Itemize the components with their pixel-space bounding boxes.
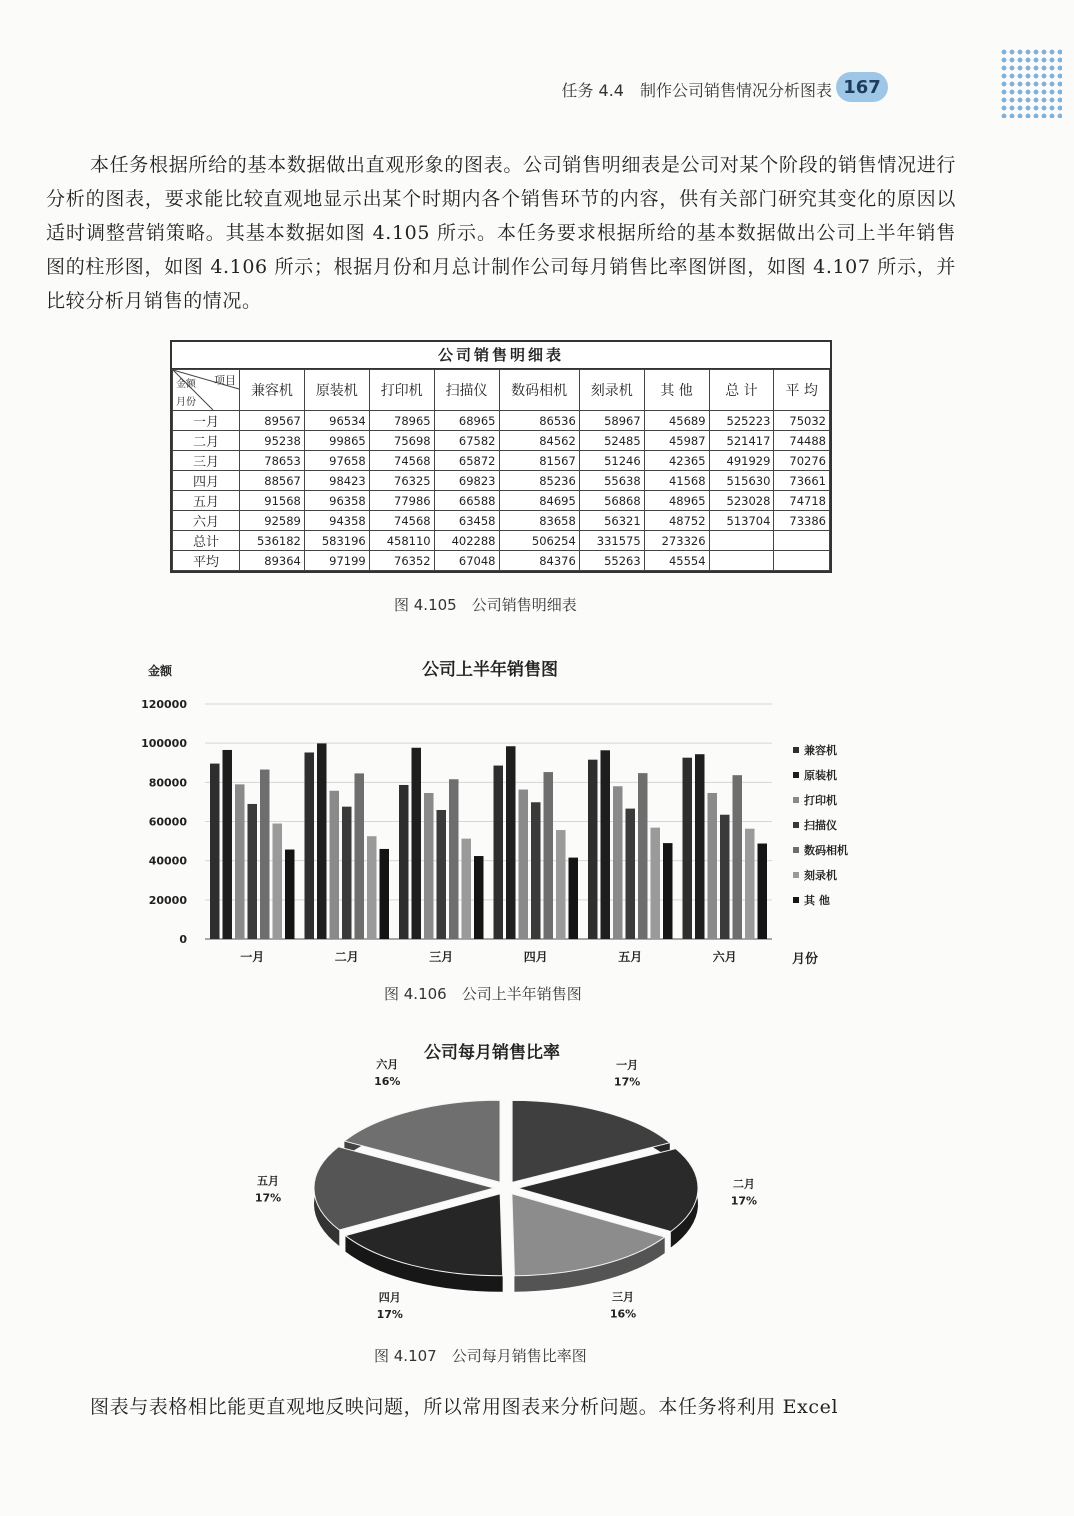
- table-cell: 84695: [499, 491, 579, 511]
- table-cell: 96358: [304, 491, 369, 511]
- pie-chart: [254, 1035, 758, 1345]
- table-cell: 89364: [240, 551, 305, 571]
- x-tick-label: 五月: [618, 950, 643, 964]
- table-cell: 513704: [709, 511, 774, 531]
- table-cell: 402288: [434, 531, 499, 551]
- table-cell: 88567: [240, 471, 305, 491]
- figure-caption-106: 图 4.106 公司上半年销售图: [384, 985, 582, 1003]
- table-cell: [709, 531, 774, 551]
- closing-paragraph: 图表与表格相比能更直观地反映问题，所以常用图表来分析问题。本任务将利用 Excel: [90, 1396, 839, 1418]
- table-cell: 45987: [644, 431, 709, 451]
- x-tick-label: 二月: [334, 950, 359, 964]
- legend-swatch: [793, 847, 799, 853]
- pie-percent-label: 17%: [254, 1191, 282, 1205]
- table-cell: 76325: [369, 471, 434, 491]
- table-cell: [709, 551, 774, 571]
- table-cell: 98423: [304, 471, 369, 491]
- bar: [695, 754, 705, 939]
- column-header: 刻录机: [579, 370, 644, 411]
- legend-swatch: [793, 747, 799, 753]
- bar-chart: [130, 655, 870, 975]
- column-header: 总 计: [709, 370, 774, 411]
- table-row: [173, 491, 830, 511]
- x-tick-label: 四月: [523, 950, 548, 964]
- figure-caption-107: 图 4.107 公司每月销售比率图: [374, 1347, 587, 1365]
- table-cell: 41568: [644, 471, 709, 491]
- legend-label: 原装机: [804, 769, 837, 782]
- table-cell: 536182: [240, 531, 305, 551]
- x-tick-label: 六月: [712, 950, 737, 964]
- table-row: [173, 451, 830, 471]
- bar: [330, 791, 340, 939]
- decorative-dot-pattern: [1000, 48, 1062, 118]
- table-cell: 273326: [644, 531, 709, 551]
- pie-percent-label: 17%: [376, 1307, 403, 1321]
- column-header: 兼容机: [240, 370, 305, 411]
- bar: [745, 829, 755, 939]
- row-label: 二月: [173, 431, 240, 451]
- bar: [651, 828, 661, 939]
- row-label: 三月: [173, 451, 240, 471]
- table-cell: 77986: [369, 491, 434, 511]
- table-body: [173, 411, 830, 571]
- bar: [424, 793, 434, 939]
- row-label: 总计: [173, 531, 240, 551]
- y-axis-label: 金额: [148, 664, 173, 678]
- row-label: 六月: [173, 511, 240, 531]
- y-tick-label: 40000: [148, 854, 187, 868]
- corner-label-amount: 金额: [176, 379, 196, 390]
- legend-label: 兼容机: [804, 744, 837, 757]
- bar: [720, 815, 730, 939]
- bar: [342, 807, 352, 939]
- table-cell: 521417: [709, 431, 774, 451]
- table-cell: 74568: [369, 451, 434, 471]
- bar: [544, 772, 554, 939]
- table-cell: 69823: [434, 471, 499, 491]
- bar: [758, 844, 768, 939]
- y-tick-label: 0: [179, 933, 187, 946]
- legend-swatch: [793, 772, 799, 778]
- y-tick-label: 120000: [141, 698, 187, 711]
- y-tick-label: 100000: [141, 737, 187, 751]
- table-cell: 97658: [304, 451, 369, 471]
- bar: [355, 773, 365, 939]
- table-cell: 67582: [434, 431, 499, 451]
- pie-category-label: 二月: [732, 1177, 755, 1191]
- pie-category-label: 五月: [257, 1174, 280, 1188]
- table-cell: 515630: [709, 471, 774, 491]
- corner-label-month: 月份: [176, 397, 196, 408]
- y-tick-label: 80000: [148, 776, 187, 790]
- table-cell: 42365: [644, 451, 709, 471]
- column-header: 其 他: [644, 370, 709, 411]
- bar: [248, 804, 258, 939]
- table-cell: 583196: [304, 531, 369, 551]
- bar: [569, 858, 579, 939]
- bar: [367, 836, 377, 939]
- legend-swatch: [793, 822, 799, 828]
- table-cell: 75698: [369, 431, 434, 451]
- table-cell: 45689: [644, 411, 709, 431]
- legend-swatch: [793, 872, 799, 878]
- table-cell: 458110: [369, 531, 434, 551]
- page-number: 167: [836, 72, 888, 102]
- column-header: 打印机: [369, 370, 434, 411]
- x-axis-label: 月份: [792, 952, 819, 967]
- bar: [437, 810, 447, 939]
- column-header: 原装机: [304, 370, 369, 411]
- x-tick-label: 一月: [240, 950, 265, 964]
- table-cell: 56321: [579, 511, 644, 531]
- bar: [613, 786, 623, 939]
- table-cell: 97199: [304, 551, 369, 571]
- legend-swatch: [793, 897, 799, 903]
- table-cell: 86536: [499, 411, 579, 431]
- table-cell: 78965: [369, 411, 434, 431]
- chart-title: 公司每月销售比率: [424, 1043, 560, 1063]
- table-cell: 48965: [644, 491, 709, 511]
- table-cell: 55263: [579, 551, 644, 571]
- row-label: 平均: [173, 551, 240, 571]
- table-cell: 91568: [240, 491, 305, 511]
- table-cell: 76352: [369, 551, 434, 571]
- section-title: 任务 4.4 制作公司销售情况分析图表: [561, 81, 832, 100]
- table-cell: 56868: [579, 491, 644, 511]
- table-title: 公司销售明细表: [172, 342, 830, 369]
- bar: [474, 856, 484, 939]
- pie-percent-label: 17%: [613, 1075, 641, 1089]
- table-row: [173, 411, 830, 431]
- row-label: 五月: [173, 491, 240, 511]
- table-cell: 48752: [644, 511, 709, 531]
- table-cell: 81567: [499, 451, 579, 471]
- table-cell: 66588: [434, 491, 499, 511]
- pie-category-label: 四月: [378, 1290, 401, 1304]
- table-row: [173, 471, 830, 491]
- table-cell: 55638: [579, 471, 644, 491]
- pie-category-label: 三月: [612, 1290, 635, 1304]
- table-cell: 65872: [434, 451, 499, 471]
- bar: [588, 760, 598, 939]
- corner-label-item: 项目: [214, 374, 236, 387]
- table-cell: 523028: [709, 491, 774, 511]
- table-cell: 74718: [774, 491, 830, 511]
- bar: [380, 849, 390, 939]
- column-header: 数码相机: [499, 370, 579, 411]
- bar: [556, 830, 566, 939]
- column-header: 扫描仪: [434, 370, 499, 411]
- table-row: [173, 531, 830, 551]
- bar: [601, 750, 611, 939]
- table-cell: [774, 531, 830, 551]
- bar: [273, 824, 283, 939]
- bar: [506, 746, 516, 939]
- row-label: 一月: [173, 411, 240, 431]
- bar: [663, 843, 673, 939]
- table-cell: 525223: [709, 411, 774, 431]
- pie-percent-label: 17%: [730, 1194, 758, 1208]
- legend-label: 刻录机: [804, 869, 837, 882]
- page-header: [561, 72, 950, 108]
- table-grid: [172, 369, 830, 571]
- bar: [235, 784, 245, 939]
- legend-label: 扫描仪: [804, 819, 837, 832]
- y-tick-label: 20000: [148, 893, 187, 907]
- bar: [305, 752, 315, 939]
- table-cell: 331575: [579, 531, 644, 551]
- pie-category-label: 六月: [376, 1057, 399, 1071]
- bar: [210, 764, 220, 939]
- chart-title: 公司上半年销售图: [422, 660, 558, 680]
- column-header: 平 均: [774, 370, 830, 411]
- legend-swatch: [793, 797, 799, 803]
- table-cell: 74488: [774, 431, 830, 451]
- row-label: 四月: [173, 471, 240, 491]
- figure-caption-105: 图 4.105 公司销售明细表: [394, 596, 577, 614]
- table-row: [173, 511, 830, 531]
- bar: [626, 809, 636, 939]
- table-cell: 85236: [499, 471, 579, 491]
- table-cell: 67048: [434, 551, 499, 571]
- table-header-row: [173, 370, 830, 411]
- bar: [317, 743, 327, 939]
- bar: [494, 766, 504, 939]
- bar: [462, 839, 472, 939]
- table-cell: 52485: [579, 431, 644, 451]
- table-cell: 89567: [240, 411, 305, 431]
- table-corner-cell: [173, 370, 240, 411]
- table-cell: 84376: [499, 551, 579, 571]
- legend-label: 其 他: [804, 894, 830, 907]
- table-cell: 99865: [304, 431, 369, 451]
- table-cell: 73386: [774, 511, 830, 531]
- bar: [708, 793, 718, 939]
- intro-paragraph: 本任务根据所给的基本数据做出直观形象的图表。公司销售明细表是公司对某个阶段的销售情况进行分析的图表，要求能比较直观地显示出某个时期内各个销售环节的内容，供有关部门研究其变化的原因以适时调整营销策略。其基本数据如图 4.105 所示。本任务要求根据所给的基本数据做出公司上半年销售图的柱形图，如图 4.106 所示；根据月份和月总计制作公司每月销售比率图饼图，如图 4.107 所示，并比较分析月销售的情况。: [46, 154, 956, 312]
- pie-category-label: 一月: [616, 1058, 639, 1072]
- bar: [531, 802, 541, 939]
- table-cell: 58967: [579, 411, 644, 431]
- y-tick-label: 60000: [148, 815, 187, 829]
- table-cell: 73661: [774, 471, 830, 491]
- pie-percent-label: 16%: [374, 1074, 401, 1088]
- bar: [260, 770, 270, 939]
- bar: [519, 790, 529, 939]
- table-cell: 68965: [434, 411, 499, 431]
- table-cell: 70276: [774, 451, 830, 471]
- table-cell: 506254: [499, 531, 579, 551]
- table-cell: 491929: [709, 451, 774, 471]
- pie-percent-label: 16%: [609, 1307, 637, 1321]
- table-cell: 51246: [579, 451, 644, 471]
- table-cell: 78653: [240, 451, 305, 471]
- bar: [733, 775, 743, 939]
- table-cell: 96534: [304, 411, 369, 431]
- table-row: [173, 551, 830, 571]
- bar: [683, 758, 693, 939]
- table-cell: 94358: [304, 511, 369, 531]
- bar: [449, 779, 459, 939]
- x-tick-label: 三月: [429, 950, 454, 964]
- bar: [638, 773, 648, 939]
- bar: [412, 748, 422, 939]
- table-row: [173, 431, 830, 451]
- table-cell: 84562: [499, 431, 579, 451]
- table-cell: 92589: [240, 511, 305, 531]
- sales-detail-table: [170, 340, 832, 573]
- bar: [285, 850, 295, 939]
- table-cell: 74568: [369, 511, 434, 531]
- table-cell: 75032: [774, 411, 830, 431]
- legend-label: 数码相机: [804, 844, 848, 857]
- bar: [399, 785, 409, 939]
- table-cell: 95238: [240, 431, 305, 451]
- legend-label: 打印机: [804, 794, 837, 807]
- bar: [223, 750, 233, 939]
- table-cell: [774, 551, 830, 571]
- table-cell: 45554: [644, 551, 709, 571]
- table-cell: 83658: [499, 511, 579, 531]
- table-cell: 63458: [434, 511, 499, 531]
